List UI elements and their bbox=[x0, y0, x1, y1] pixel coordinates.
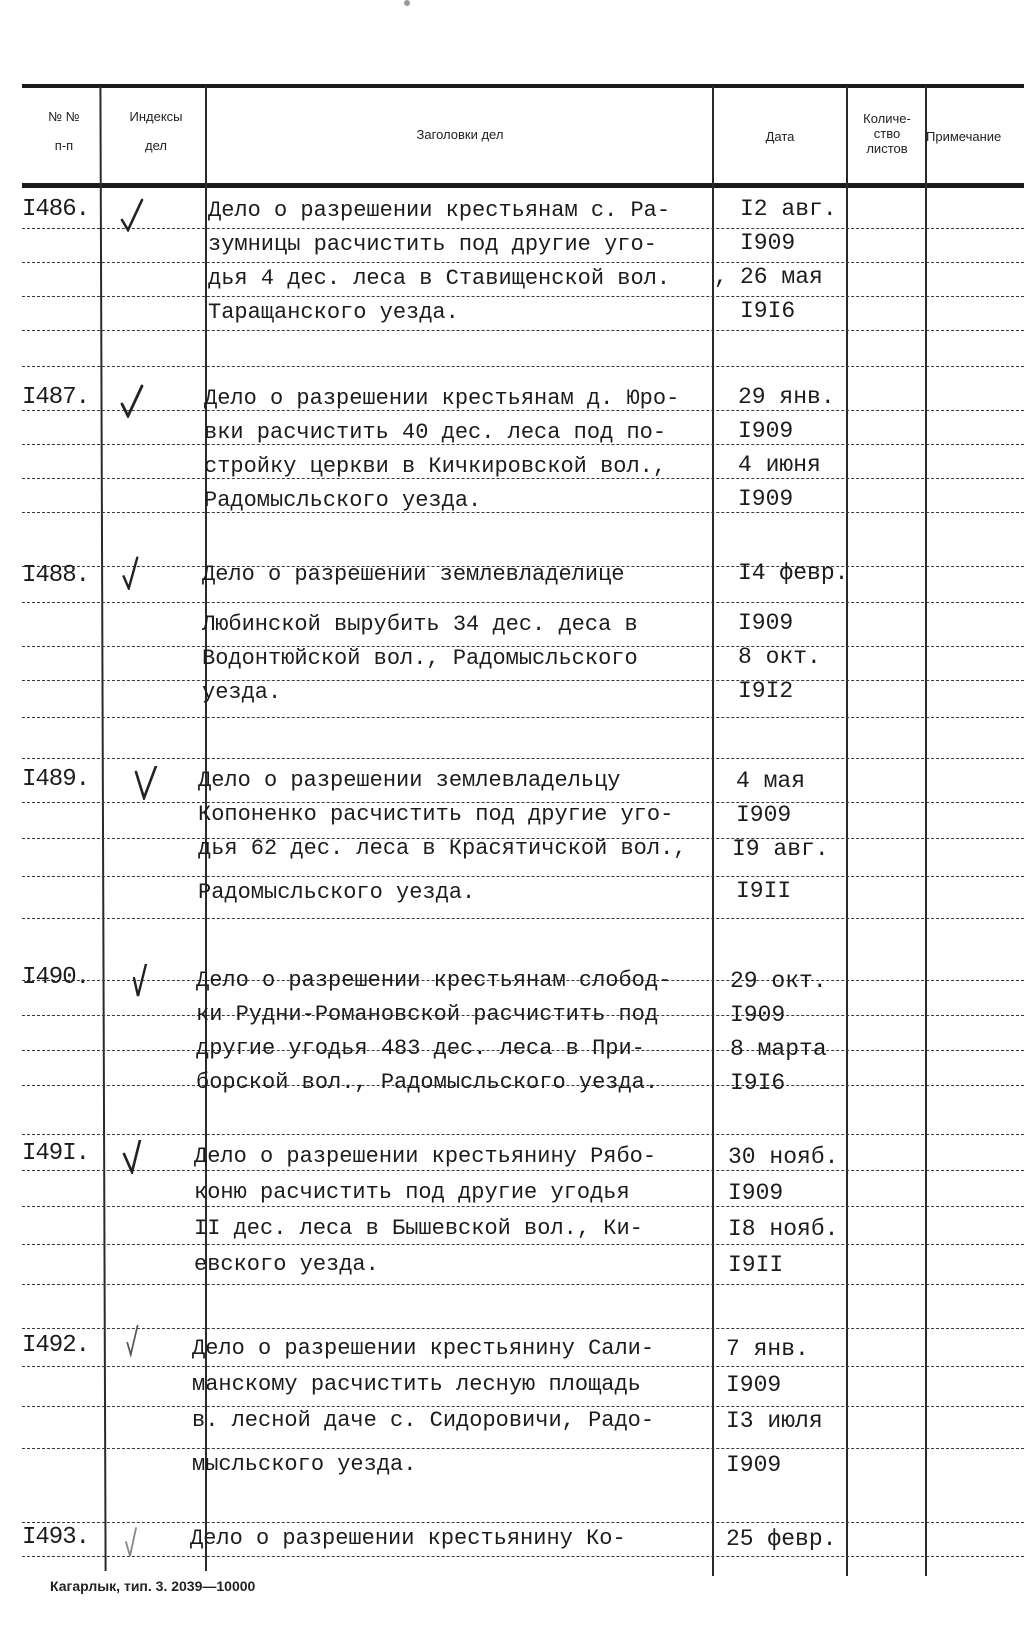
entry-title-line: II дес. леса в Бышевской вол., Ки- bbox=[194, 1216, 643, 1241]
check-mark-icon bbox=[132, 766, 162, 800]
entry-date-end: 8 марта bbox=[730, 1036, 827, 1062]
ruled-line bbox=[22, 1206, 1024, 1207]
entry-title-line: Дело о разрешении крестьянину Ко- bbox=[190, 1526, 626, 1551]
entry-number: I486. bbox=[22, 196, 90, 223]
header-bottom-rule bbox=[22, 183, 1024, 188]
entry-title-line: Дело о разрешении крестьянам с. Ра- bbox=[208, 198, 671, 223]
ruled-line bbox=[22, 717, 1024, 718]
header-sheets-line1: Количе- bbox=[863, 111, 911, 126]
check-mark-icon bbox=[120, 1140, 150, 1174]
entry-title-line: Дело о разрешении землевладельцу bbox=[198, 768, 621, 793]
header-index bbox=[108, 108, 204, 156]
entry-number: I489. bbox=[22, 766, 90, 793]
entry-title-line: Дело о разрешении землевладелице bbox=[202, 562, 625, 587]
entry-year-end: I909 bbox=[738, 486, 794, 512]
header-sheets-line2: ство bbox=[873, 125, 901, 141]
entry-title-line: Радомысльского уезда. bbox=[204, 488, 482, 513]
ruled-line bbox=[22, 1556, 1024, 1557]
header-date bbox=[716, 128, 844, 147]
entry-title-line: дья 62 дес. леса в Красятичской вол., bbox=[198, 836, 687, 861]
entry-year-start: I909 bbox=[730, 1002, 786, 1028]
entry-title-line: Дело о разрешении крестьянину Рябо- bbox=[194, 1144, 657, 1169]
ruled-line bbox=[22, 1328, 1024, 1329]
entry-title-line: мысльского уезда. bbox=[192, 1452, 417, 1477]
entry-title-line: Дело о разрешении крестьянину Сали- bbox=[192, 1336, 655, 1361]
entry-title-line: дья 4 дес. леса в Ставищенской вол. bbox=[208, 266, 671, 291]
column-divider-date bbox=[846, 86, 848, 1576]
ruled-line bbox=[22, 1366, 1024, 1367]
entry-date-start: 29 окт. bbox=[730, 968, 827, 994]
entry-date-start: 30 нояб. bbox=[728, 1144, 839, 1170]
entry-number: I492. bbox=[22, 1332, 90, 1359]
entry-title-line: стройку церкви в Кичкировской вол., bbox=[204, 454, 667, 479]
table-top-rule bbox=[22, 84, 1024, 88]
check-mark-icon bbox=[118, 556, 148, 590]
entry-year-start: I909 bbox=[728, 1180, 784, 1206]
ruled-line bbox=[22, 1244, 1024, 1245]
entry-title-line: зумницы расчистить под другие уго- bbox=[208, 232, 657, 257]
ruled-line bbox=[22, 918, 1024, 919]
ruled-line bbox=[22, 1134, 1024, 1135]
entry-year-end: I909 bbox=[726, 1452, 782, 1478]
ruled-line bbox=[22, 1448, 1024, 1449]
ruled-line bbox=[22, 296, 1024, 297]
header-num-line1: № № bbox=[48, 109, 80, 124]
header-title bbox=[210, 126, 710, 145]
entry-date-end: 4 июня bbox=[738, 452, 821, 478]
entry-title-line: Дело о разрешении крестьянам д. Юро- bbox=[204, 386, 680, 411]
entry-number: I49I. bbox=[22, 1140, 90, 1167]
entry-year-end: I9I2 bbox=[738, 678, 794, 704]
entry-date-end: I3 июля bbox=[726, 1408, 823, 1434]
scan-speck bbox=[404, 0, 410, 6]
ruled-line bbox=[22, 1284, 1024, 1285]
entry-year-end: I9II bbox=[728, 1252, 784, 1278]
entry-number: I488. bbox=[22, 562, 90, 589]
entry-date-end: I8 нояб. bbox=[728, 1216, 839, 1242]
entry-year-start: I909 bbox=[740, 230, 796, 256]
ruled-line bbox=[22, 228, 1024, 229]
entry-title-line: Таращанского уезда. bbox=[208, 300, 459, 325]
entry-title-line: коню расчистить под другие угодья bbox=[194, 1180, 630, 1205]
ruled-line bbox=[22, 758, 1024, 759]
ruled-line bbox=[22, 366, 1024, 367]
entry-title-line: ки Рудни-Романовской расчистить под bbox=[196, 1002, 659, 1027]
ruled-line bbox=[22, 512, 1024, 513]
ruled-line bbox=[22, 876, 1024, 877]
entry-year-start: I909 bbox=[736, 802, 792, 828]
ruled-line bbox=[22, 1170, 1024, 1171]
header-num bbox=[28, 108, 100, 156]
entry-title-line: Дело о разрешении крестьянам слобод- bbox=[196, 968, 672, 993]
ruled-line bbox=[22, 1522, 1024, 1523]
header-index-line2: дел bbox=[145, 137, 167, 153]
ruled-line bbox=[22, 262, 1024, 263]
header-num-line2: п-п bbox=[54, 137, 74, 153]
entry-title-line: в. лесной даче с. Сидоровичи, Радо- bbox=[192, 1408, 655, 1433]
entry-title-line: уезда. bbox=[202, 680, 282, 705]
entry-date-start: 7 янв. bbox=[726, 1336, 809, 1362]
header-sheets bbox=[848, 112, 926, 157]
entry-title-line: манскому расчистить лесную площадь bbox=[192, 1372, 641, 1397]
entry-year-start: I909 bbox=[738, 610, 794, 636]
check-mark-icon bbox=[118, 198, 148, 232]
entry-year-start: I909 bbox=[738, 418, 794, 444]
entry-number: I493. bbox=[22, 1524, 90, 1551]
entry-year-start: I909 bbox=[726, 1372, 782, 1398]
entry-title-line: Копоненко расчистить под другие уго- bbox=[198, 802, 674, 827]
entry-date-end: I9 авг. bbox=[732, 836, 829, 862]
entry-date-comma: , bbox=[714, 264, 728, 290]
entry-title-line: борской вол., Радомысльского уезда. bbox=[196, 1070, 659, 1095]
ruled-line bbox=[22, 1406, 1024, 1407]
entry-title-line: евского уезда. bbox=[194, 1252, 379, 1277]
ruled-line bbox=[22, 680, 1024, 681]
entry-date-start: 25 февр. bbox=[726, 1526, 837, 1552]
entry-title-line: вки расчистить 40 дес. леса под по- bbox=[204, 420, 667, 445]
entry-date-start: I4 февр. bbox=[738, 560, 849, 586]
header-title-text: Заголовки дел bbox=[416, 127, 504, 142]
header-sheets-line3: листов bbox=[866, 140, 908, 156]
entry-date-end: 8 окт. bbox=[738, 644, 821, 670]
entry-year-end: I9I6 bbox=[730, 1070, 786, 1096]
entry-title-line: другие угодья 483 дес. леса в При- bbox=[196, 1036, 645, 1061]
entry-date-start: I2 авг. bbox=[740, 196, 837, 222]
entry-title-line: Водонтюйской вол., Радомысльского bbox=[202, 646, 638, 671]
check-mark-icon bbox=[120, 1324, 150, 1358]
entry-number: I490. bbox=[22, 964, 90, 991]
check-mark-icon bbox=[128, 964, 158, 998]
header-index-line1: Индексы bbox=[129, 109, 183, 124]
header-note-text: Примечание bbox=[926, 129, 1002, 144]
entry-date-start: 4 мая bbox=[736, 768, 806, 794]
printer-imprint: Кагарлык, тип. 3. 2039—10000 bbox=[50, 1578, 256, 1594]
entry-title-line: Любинской вырубить 34 дес. деса в bbox=[202, 612, 638, 637]
entry-date-end: 26 мая bbox=[740, 264, 823, 290]
ruled-line bbox=[22, 330, 1024, 331]
entry-date-start: 29 янв. bbox=[738, 384, 835, 410]
column-divider-sheets bbox=[925, 86, 927, 1576]
column-divider-num bbox=[99, 86, 106, 1571]
check-mark-icon bbox=[118, 384, 148, 418]
header-note bbox=[926, 128, 1024, 147]
ruled-line bbox=[22, 602, 1024, 603]
entry-title-line: Радомысльского уезда. bbox=[198, 880, 476, 905]
header-date-text: Дата bbox=[765, 129, 795, 144]
check-mark-icon bbox=[120, 1524, 150, 1558]
entry-year-end: I9I6 bbox=[740, 298, 796, 324]
entry-year-end: I9II bbox=[736, 878, 792, 904]
column-divider-title bbox=[712, 86, 714, 1576]
entry-number: I487. bbox=[22, 384, 90, 411]
